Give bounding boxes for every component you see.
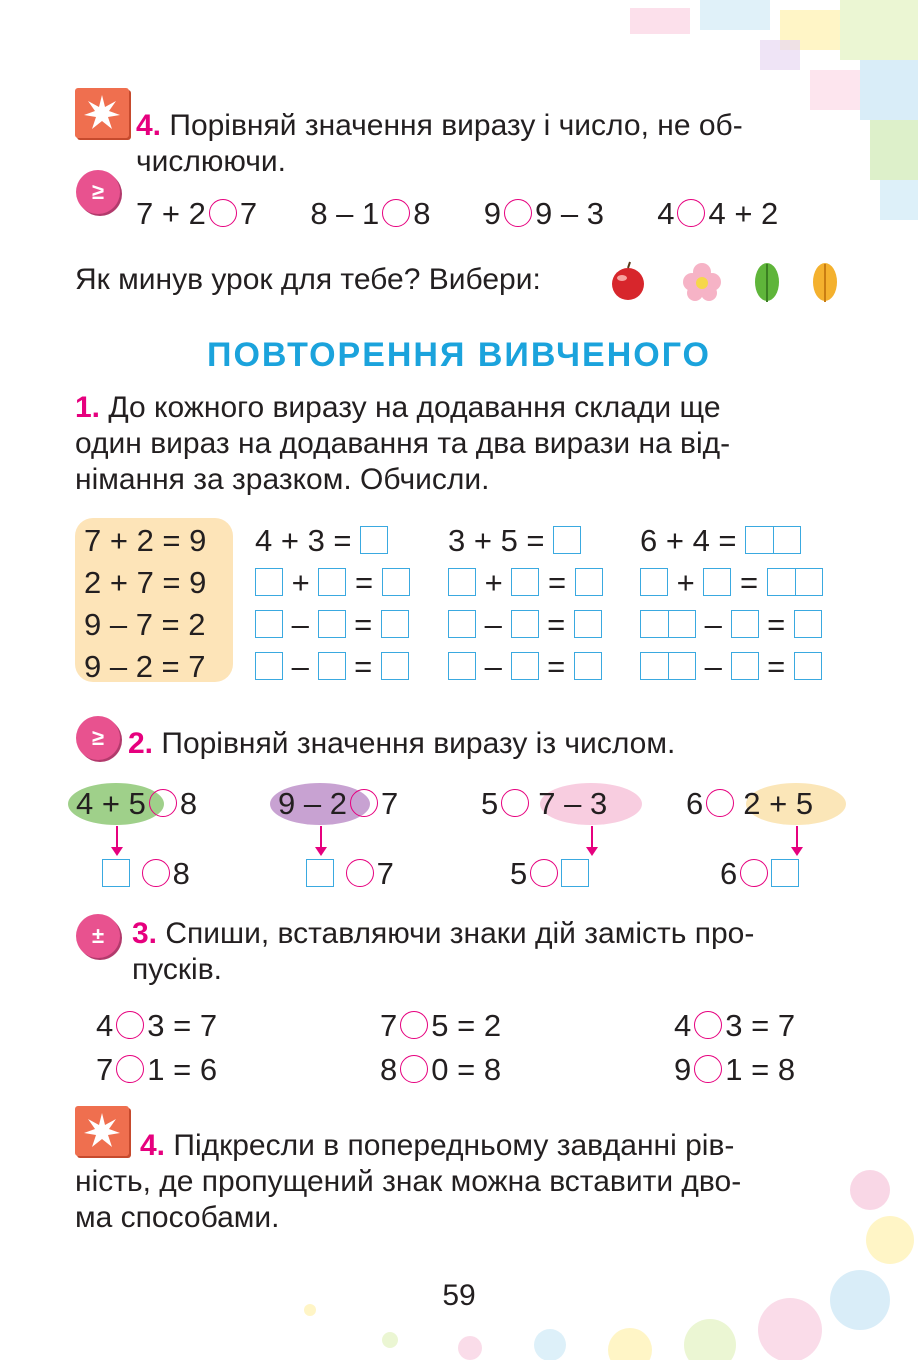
sign-circle[interactable] bbox=[400, 1055, 428, 1083]
answer-box-double[interactable] bbox=[640, 610, 696, 638]
compare-item: 9 – 2 7 bbox=[278, 786, 399, 821]
task1-line2: один вираз на додавання та два вирази на від- bbox=[75, 427, 731, 460]
arrow-icon bbox=[116, 826, 118, 848]
task1-line3: німання за зразком. Обчисли. bbox=[75, 463, 490, 496]
answer-box-double[interactable] bbox=[640, 652, 696, 680]
answer-box[interactable] bbox=[102, 859, 130, 887]
compare-circle[interactable] bbox=[149, 789, 177, 817]
arrow-icon bbox=[796, 826, 798, 848]
task4-bottom-line2: ність, де пропущений знак можна вставити дво- bbox=[75, 1165, 742, 1198]
arrow-icon bbox=[591, 826, 593, 848]
task4-top-line1: 4. Порівняй значення виразу і число, не об- bbox=[136, 109, 743, 142]
answer-box[interactable] bbox=[731, 610, 759, 638]
compare-result: 5 bbox=[510, 856, 589, 892]
answer-box[interactable] bbox=[511, 568, 539, 596]
sign-circle[interactable] bbox=[694, 1011, 722, 1039]
answer-box[interactable] bbox=[448, 652, 476, 680]
task3-line1: 3. Спиши, вставляючи знаки дій замість про- bbox=[132, 917, 755, 950]
compare-circle[interactable] bbox=[350, 789, 378, 817]
compare-circle[interactable] bbox=[530, 859, 558, 887]
compare-row: 7 + 2 7 8 – 1 8 9 9 – 3 4 4 + 2 bbox=[136, 196, 779, 231]
compare-circle[interactable] bbox=[706, 789, 734, 817]
arrow-icon bbox=[320, 826, 322, 848]
apple-icon[interactable] bbox=[608, 260, 648, 302]
sign-circle[interactable] bbox=[694, 1055, 722, 1083]
compare-item: 4 + 5 8 bbox=[76, 786, 198, 821]
task1-column-2: 3 + 5 = + = – = – = bbox=[448, 520, 603, 688]
brain-icon: ≥ bbox=[76, 170, 120, 214]
yellow-leaf-icon[interactable] bbox=[810, 258, 840, 304]
flower-icon[interactable] bbox=[680, 262, 724, 302]
answer-box-double[interactable] bbox=[767, 568, 823, 596]
star-icon bbox=[75, 88, 129, 138]
answer-box[interactable] bbox=[306, 859, 334, 887]
sign-circle[interactable] bbox=[116, 1055, 144, 1083]
task4-bottom-line1: 4. Підкресли в попередньому завданні рів- bbox=[140, 1129, 735, 1162]
equation: 4 3 = 7 bbox=[674, 1008, 796, 1043]
answer-box[interactable] bbox=[318, 652, 346, 680]
answer-box[interactable] bbox=[794, 610, 822, 638]
answer-box[interactable] bbox=[771, 859, 799, 887]
answer-box[interactable] bbox=[574, 652, 602, 680]
plus-minus-icon: ± bbox=[76, 914, 120, 958]
sign-circle[interactable] bbox=[116, 1011, 144, 1039]
answer-box[interactable] bbox=[382, 568, 410, 596]
page-number: 59 bbox=[442, 1279, 476, 1312]
answer-box[interactable] bbox=[255, 568, 283, 596]
answer-box[interactable] bbox=[561, 859, 589, 887]
task-number: 4. bbox=[136, 109, 162, 142]
compare-circle[interactable] bbox=[382, 199, 410, 227]
answer-box[interactable] bbox=[381, 610, 409, 638]
compare-result: 6 bbox=[720, 856, 799, 892]
task1-line1: 1. До кожного виразу на додавання склади ще bbox=[75, 391, 721, 424]
answer-box[interactable] bbox=[553, 526, 581, 554]
answer-box[interactable] bbox=[575, 568, 603, 596]
compare-circle[interactable] bbox=[209, 199, 237, 227]
answer-box[interactable] bbox=[511, 610, 539, 638]
answer-box[interactable] bbox=[381, 652, 409, 680]
compare-result: 7 bbox=[306, 856, 394, 892]
answer-box[interactable] bbox=[731, 652, 759, 680]
task1-column-1: 4 + 3 = + = – = – = bbox=[255, 520, 410, 688]
answer-box[interactable] bbox=[511, 652, 539, 680]
compare-item: 6 2 + 5 bbox=[686, 786, 814, 821]
compare-circle[interactable] bbox=[142, 859, 170, 887]
compare-circle[interactable] bbox=[346, 859, 374, 887]
answer-box[interactable] bbox=[318, 610, 346, 638]
answer-box[interactable] bbox=[448, 568, 476, 596]
answer-box[interactable] bbox=[360, 526, 388, 554]
compare-circle[interactable] bbox=[501, 789, 529, 817]
star-icon bbox=[75, 1106, 129, 1156]
lesson-question: Як минув урок для тебе? Вибери: bbox=[75, 263, 541, 296]
green-leaf-icon[interactable] bbox=[752, 258, 782, 304]
compare-item: 5 7 – 3 bbox=[481, 786, 608, 821]
answer-box[interactable] bbox=[255, 610, 283, 638]
answer-box-double[interactable] bbox=[745, 526, 801, 554]
task3-line2: пусків. bbox=[132, 953, 222, 986]
task2-line: 2. Порівняй значення виразу із числом. bbox=[128, 727, 676, 760]
equation: 7 1 = 6 bbox=[96, 1052, 218, 1087]
answer-box[interactable] bbox=[640, 568, 668, 596]
compare-result: 8 bbox=[102, 856, 190, 892]
equation: 7 5 = 2 bbox=[380, 1008, 502, 1043]
answer-box[interactable] bbox=[448, 610, 476, 638]
answer-box[interactable] bbox=[574, 610, 602, 638]
equation: 8 0 = 8 bbox=[380, 1052, 502, 1087]
compare-circle[interactable] bbox=[504, 199, 532, 227]
compare-circle[interactable] bbox=[740, 859, 768, 887]
brain-icon: ≥ bbox=[76, 716, 120, 760]
sign-circle[interactable] bbox=[400, 1011, 428, 1039]
equation: 4 3 = 7 bbox=[96, 1008, 218, 1043]
answer-box[interactable] bbox=[703, 568, 731, 596]
compare-circle[interactable] bbox=[677, 199, 705, 227]
answer-box[interactable] bbox=[255, 652, 283, 680]
task1-column-3: 6 + 4 = + = – = – = bbox=[640, 520, 823, 688]
task4-top-line2: числюючи. bbox=[136, 145, 286, 178]
sample-equations: 7 + 2 = 9 2 + 7 = 9 9 – 7 = 2 9 – 2 = 7 bbox=[84, 523, 207, 684]
equation: 9 1 = 8 bbox=[674, 1052, 796, 1087]
section-title: ПОВТОРЕННЯ ВИВЧЕНОГО bbox=[207, 336, 711, 374]
answer-box[interactable] bbox=[794, 652, 822, 680]
answer-box[interactable] bbox=[318, 568, 346, 596]
task4-bottom-line3: ма способами. bbox=[75, 1201, 280, 1234]
